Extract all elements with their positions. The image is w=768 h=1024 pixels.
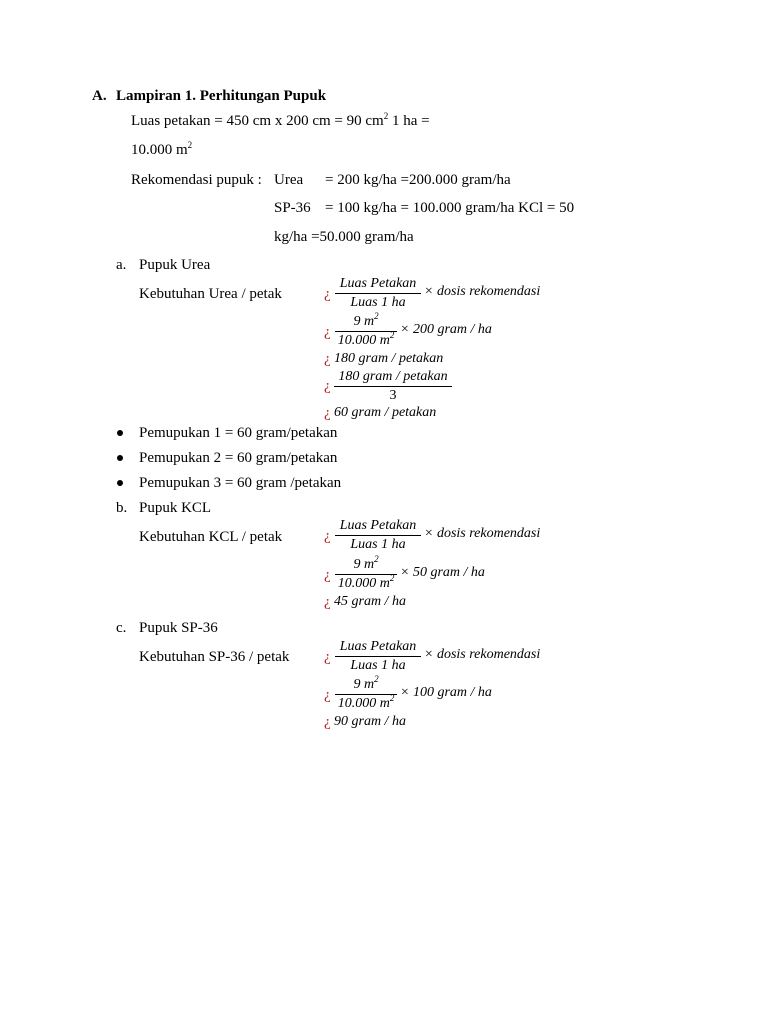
- sp36-frac-luas-den: Luas 1 ha: [350, 658, 406, 673]
- kcl-frac-area-den: [335, 573, 397, 592]
- sp36-qmark-1: ¿: [324, 649, 331, 665]
- rekomendasi-urea-name: Urea: [274, 172, 304, 188]
- ha-line: [131, 141, 192, 159]
- kcl-frac-luas-den: Luas 1 ha: [350, 537, 406, 552]
- kcl-ten-thousand-m: 10.000 m: [337, 576, 390, 591]
- ha-sup: 2: [187, 140, 193, 150]
- bullet-item-1: Pemupukan 1 = 60 gram/petakan: [139, 425, 338, 441]
- sp36-frac-area-num: [335, 674, 397, 693]
- urea-frac-split-num: 180 gram / petakan: [338, 369, 448, 384]
- sp36-times-dosis: × dosis rekomendasi: [424, 647, 541, 662]
- urea-frac-split: [334, 369, 452, 404]
- sp36-result: 90 gram / ha: [334, 714, 406, 729]
- urea-title: Pupuk Urea: [139, 257, 211, 273]
- kcl-times-rate: × 50 gram / ha: [400, 565, 485, 580]
- urea-result-2: 60 gram / petakan: [334, 405, 437, 420]
- sp36-title: Pupuk SP-36: [139, 620, 218, 636]
- urea-ten-thousand-m-sup: 2: [389, 330, 395, 340]
- ha-text: 10.000 m: [131, 142, 188, 158]
- urea-frac-split-bar: [334, 386, 452, 387]
- kcl-need-label: Kebutuhan KCL / petak: [139, 529, 283, 545]
- rekomendasi-kcl-line: kg/ha =50.000 gram/ha: [274, 229, 414, 245]
- urea-nine-m-sup: 2: [374, 311, 379, 321]
- sp36-frac-area: [335, 674, 397, 712]
- urea-frac-luas: [335, 276, 421, 311]
- urea-ten-thousand-m: 10.000 m: [337, 333, 390, 348]
- sp36-letter: c.: [116, 620, 127, 636]
- kcl-result: 45 gram / ha: [334, 594, 406, 609]
- kcl-frac-area: [335, 554, 397, 592]
- kcl-nine-m-sup: 2: [374, 554, 379, 564]
- sp36-frac-luas: [335, 639, 421, 674]
- urea-frac-luas-den: Luas 1 ha: [350, 295, 406, 310]
- luas-petakan-sup: 2: [383, 111, 389, 121]
- rekomendasi-urea-value: = 200 kg/ha =200.000 gram/ha: [325, 172, 511, 188]
- urea-frac-luas-num: Luas Petakan: [339, 276, 417, 291]
- luas-petakan-tail: 1 ha =: [388, 113, 430, 129]
- urea-frac-area-num: [335, 311, 397, 330]
- urea-need-label: Kebutuhan Urea / petak: [139, 286, 282, 302]
- sp36-ten-thousand-m: 10.000 m: [337, 696, 390, 711]
- urea-frac-split-den: 3: [389, 388, 397, 403]
- kcl-letter: b.: [116, 500, 128, 516]
- urea-letter: a.: [116, 257, 127, 273]
- bullet-item-2: Pemupukan 2 = 60 gram/petakan: [139, 450, 338, 466]
- bullet-dot-1: [117, 430, 123, 436]
- kcl-nine-m: 9 m: [353, 557, 375, 572]
- luas-petakan-text: Luas petakan = 450 cm x 200 cm = 90 cm: [131, 113, 384, 129]
- luas-petakan-line: [131, 112, 430, 130]
- sp36-nine-m: 9 m: [353, 677, 375, 692]
- urea-frac-area-bar: [335, 331, 397, 332]
- urea-nine-m: 9 m: [353, 314, 375, 329]
- rekomendasi-sp36-value: = 100 kg/ha = 100.000 gram/ha KCl = 50: [325, 200, 575, 216]
- sp36-frac-luas-num: Luas Petakan: [339, 639, 417, 654]
- rekomendasi-label: Rekomendasi pupuk :: [131, 172, 262, 188]
- urea-frac-area-den: [335, 330, 397, 349]
- urea-qmark-3: ¿: [324, 351, 331, 367]
- bullet-dot-3: [117, 480, 123, 486]
- urea-times-rate: × 200 gram / ha: [400, 322, 492, 337]
- urea-frac-area: [335, 311, 397, 349]
- kcl-title: Pupuk KCL: [139, 500, 212, 516]
- urea-qmark-2: ¿: [324, 324, 331, 340]
- sp36-need-label: Kebutuhan SP-36 / petak: [139, 649, 290, 665]
- kcl-ten-thousand-m-sup: 2: [389, 573, 395, 583]
- urea-qmark-5: ¿: [324, 405, 331, 421]
- kcl-frac-luas-bar: [335, 535, 421, 536]
- kcl-frac-luas: [335, 518, 421, 553]
- sp36-frac-area-bar: [335, 694, 397, 695]
- kcl-qmark-2: ¿: [324, 567, 331, 583]
- sp36-frac-luas-bar: [335, 656, 421, 657]
- sp36-qmark-3: ¿: [324, 714, 331, 730]
- kcl-frac-area-bar: [335, 574, 397, 575]
- bullet-dot-2: [117, 455, 123, 461]
- urea-qmark-4: ¿: [324, 378, 331, 394]
- bullet-item-3: Pemupukan 3 = 60 gram /petakan: [139, 475, 342, 491]
- kcl-qmark-1: ¿: [324, 528, 331, 544]
- urea-result-1: 180 gram / petakan: [334, 351, 444, 366]
- urea-qmark-1: ¿: [324, 286, 331, 302]
- section-title: Lampiran 1. Perhitungan Pupuk: [116, 88, 327, 104]
- kcl-frac-area-num: [335, 554, 397, 573]
- sp36-ten-thousand-m-sup: 2: [389, 693, 395, 703]
- sp36-nine-m-sup: 2: [374, 674, 379, 684]
- rekomendasi-sp36-name: SP-36: [274, 200, 311, 216]
- urea-frac-luas-bar: [335, 293, 421, 294]
- kcl-qmark-3: ¿: [324, 594, 331, 610]
- sp36-frac-area-den: [335, 693, 397, 712]
- kcl-times-dosis: × dosis rekomendasi: [424, 526, 541, 541]
- kcl-frac-luas-num: Luas Petakan: [339, 518, 417, 533]
- urea-times-dosis: × dosis rekomendasi: [424, 284, 541, 299]
- sp36-qmark-2: ¿: [324, 687, 331, 703]
- sp36-times-rate: × 100 gram / ha: [400, 685, 492, 700]
- section-letter: A.: [92, 88, 107, 104]
